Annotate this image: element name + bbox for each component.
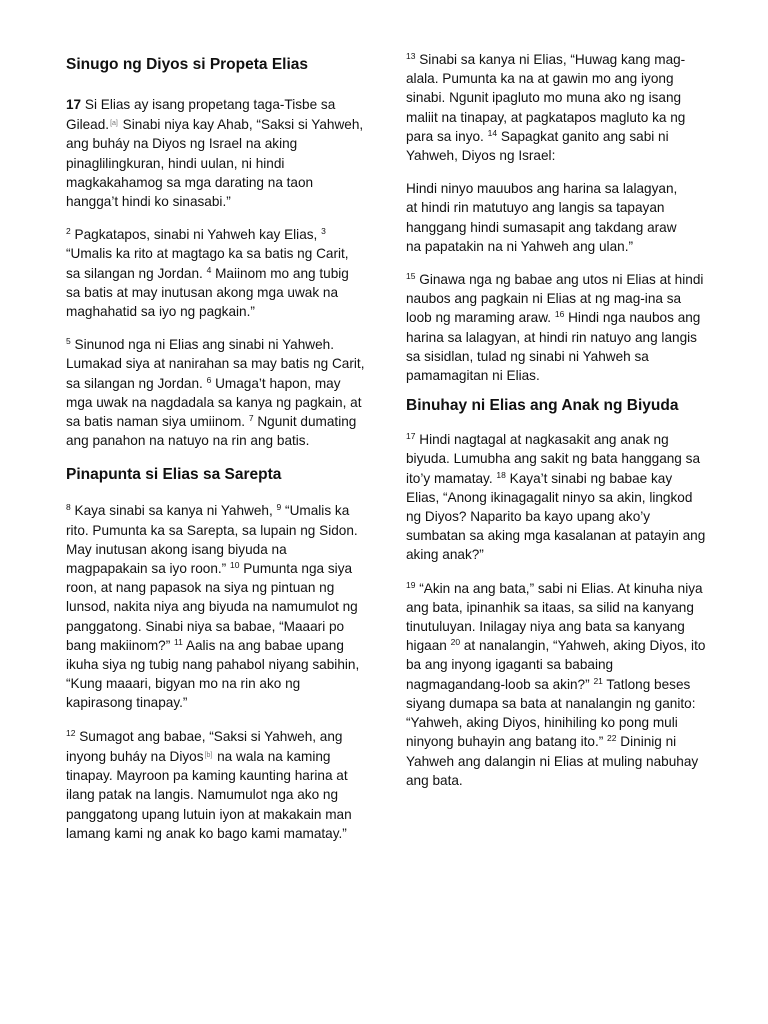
footnote-marker[interactable]: [a] <box>110 120 118 128</box>
verse-text: Sumagot ang babae, “Saksi si Yahweh, ang inyong buháy na Diyos <box>66 728 343 764</box>
verse-text: Hindi nagtagal at nagkasakit ang anak ng biyuda. Lumubha ang sakit ng bata hanggang sa ito’y mamatay. <box>406 432 701 486</box>
verse-number: 15 <box>406 271 416 282</box>
paragraph-verses-15-16 <box>406 270 706 385</box>
verse-number: 16 <box>554 309 565 320</box>
poem-line: na papatakin na ni Yahweh ang ulan.” <box>406 238 633 254</box>
verse-text: Kaya sinabi sa kanya ni Yahweh, <box>70 503 277 519</box>
verse-number: 9 <box>276 502 282 513</box>
paragraph-verses-2-4 <box>66 225 366 321</box>
paragraph-verses-19-22 <box>406 579 706 790</box>
verse-number: 17 <box>406 431 416 442</box>
verse-number: 11 <box>174 636 183 647</box>
verse-number: 3 <box>321 226 326 237</box>
verse-number: 10 <box>229 560 240 571</box>
verse-number: 7 <box>248 413 254 424</box>
verse-text: “Akin na ang bata,” sabi ni Elias. At kinuha niya ang bata, ipinanhik sa itaas, sa silid na kanyang tinutuluyan. Inilagay niya ang bata sa kanyang higaan <box>406 580 703 654</box>
chapter-number: 17 <box>66 97 82 112</box>
verse-text: Tatlong beses siyang dumapa sa bata at nanalangin ng ganito: “Yahweh, aking Diyos, hinihiling ko pong muli ninyong buhayin ang batang ito.” <box>406 676 696 750</box>
verse-number: 20 <box>450 637 461 648</box>
verse-text: Pagkatapos, sinabi ni Yahweh kay Elias, <box>70 227 322 243</box>
verse-text: Kaya’t sinabi ng babae kay Elias, “Anong ikinagagalit ninyo sa akin, lingkod ng Diyos? Naparito ba kayo upang ako’y sumbatan sa aking mga kasalanan at patayin ang aking anak?” <box>406 470 706 563</box>
right-column <box>406 50 706 804</box>
verse-text: Sinunod nga ni Elias ang sinabi ni Yahweh. Lumakad siya at nanirahan sa may batis ng Carit, sa silangan ng Jordan. <box>66 337 365 391</box>
section-heading-sinugo: Sinugo ng Diyos si Propeta Elias <box>66 56 309 73</box>
verse-text: Sapagkat ganito ang sabi ni Yahweh, Diyos ng Israel: <box>406 128 669 164</box>
verse-text: Pumunta nga siya roon, at nang papasok na siya ng pintuan ng lunsod, nakita niya ang biyuda na namumulot ng panggatong. Sinabi niya sa babae, “Maaari po bang makiinom?” <box>66 561 358 653</box>
verse-text: at nanalangin, “Yahweh, aking Diyos, ito ba ang inyong igaganti sa babaing nagmagandang-loob sa akin?” <box>406 638 706 692</box>
paragraph-verses-17-18 <box>406 430 706 564</box>
poem-line: Hindi ninyo mauubos ang harina sa lalagyan, <box>406 181 678 197</box>
verse-text: “Umalis ka rito at magtago ka sa batis ng Carit, sa silangan ng Jordan. <box>66 246 349 281</box>
paragraph-verses-5-7 <box>66 335 366 450</box>
verse-number: 21 <box>593 675 603 686</box>
section-heading-pinapunta: Pinapunta si Elias sa Sarepta <box>66 466 282 484</box>
verse-text: Ngunit dumating ang panahon na natuyo na rin ang batis. <box>66 414 357 449</box>
verse-number: 18 <box>496 469 506 480</box>
verse-text: “Umalis ka rito. Pumunta ka sa Sarepta, sa lupain ng Sidon. May inutusan akong isang biyuda na magpapakain sa iyo roon.” <box>66 503 358 577</box>
verse-number: 13 <box>406 51 416 61</box>
verse-text: Ginawa nga ng babae ang utos ni Elias at hindi naubos ang pagkain ni Elias at ng mag-ina sa loob ng maraming araw. <box>406 272 704 326</box>
verse-text: Sinabi niya kay Ahab, “Saksi si Yahweh, ang buháy na Diyos ng Israel na aking pinaglilingkuran, hindi uulan, ni hindi magkakahamog sa mga darating na taon hangga’t hindi ko sinasabi.” <box>66 117 364 210</box>
left-column <box>66 50 366 857</box>
verse-text: Maiinom mo ang tubig sa batis at may inutusan akong mga uwak na maghahatid sa iyo ng pagkain.” <box>66 265 349 320</box>
verse-text: Dininig ni Yahweh ang dalangin ni Elias at muling nabuhay ang bata. <box>406 734 699 788</box>
verse-text: Aalis na ang babae upang ikuha siya ng tubig nang pahabol niyang sabihin, “Kung maaari, bigyan mo na rin ako ng kapirasong tinapay.” <box>66 637 360 711</box>
paragraph-verse-1 <box>66 95 366 211</box>
verse-number: 2 <box>66 226 71 237</box>
verse-number: 12 <box>66 727 76 738</box>
verse-number: 6 <box>206 374 212 385</box>
paragraph-verse-12 <box>66 727 366 843</box>
verse-text: Si Elias ay isang propetang taga-Tisbe sa Gilead. <box>66 97 336 133</box>
verse-number: 4 <box>206 264 212 275</box>
verse-number: 8 <box>66 502 71 513</box>
verse-number: 22 <box>607 733 617 744</box>
footnote-marker[interactable]: [b] <box>204 751 213 759</box>
verse-text: Hindi nga naubos ang harina sa lalagyan, at hindi rin natuyo ang langis sa sisidlan, tulad ng sinabi ni Yahweh sa pamamagitan ni Elias. <box>406 310 701 384</box>
paragraph-verses-13-14 <box>406 50 706 165</box>
verse-number: 5 <box>66 336 71 347</box>
section-heading-binuhay: Binuhay ni Elias ang Anak ng Biyuda <box>406 397 679 415</box>
verse-text: na wala na kaming tinapay. Mayroon pa kaming kaunting harina at ilang patak na langis. Namumulot nga ako ng panggatong upang lutuin iyon at makakain man lamang kami ng anak ko bago kami mamatay.” <box>66 748 352 841</box>
poem-line: at hindi rin matutuyo ang langis sa tapayan hanggang hindi sumasapit ang takdang araw <box>406 200 677 235</box>
paragraph-verses-8-11 <box>66 501 366 712</box>
verse-text: Sinabi sa kanya ni Elias, “Huwag kang mag-alala. Pumunta ka na at gawin mo ang iyong sinabi. Ngunit ipagluto mo muna ako ng isang maliit na tinapay, at pagkatapos magluto ka ng para sa inyo. <box>406 52 686 144</box>
verse-text: Umaga’t hapon, may mga uwak na nagdadala sa kanya ng pagkain, at sa batis naman siya umiinom. <box>66 375 362 430</box>
poetry-block <box>406 179 706 256</box>
verse-number: 14 <box>487 127 498 138</box>
verse-number: 19 <box>406 579 416 590</box>
